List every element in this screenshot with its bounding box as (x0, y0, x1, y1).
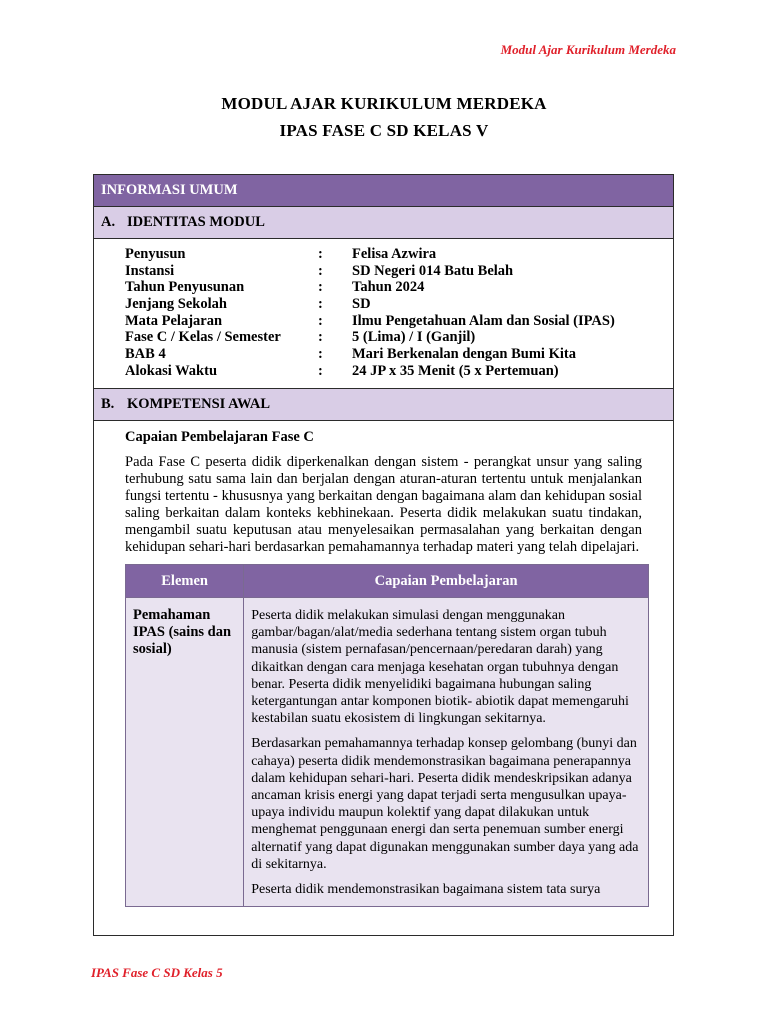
kompetensi-awal-body (94, 421, 673, 907)
capaian-text: Berdasarkan pemahamannya terhadap konsep gelombang (bunyi dan cahaya) peserta didik mendemonstrasikan bagaimana penerapannya dalam kehidupan sehari-hari. Peserta didik mendeskripsikan adanya ancaman krisis energi yang dapat terjadi serta mengusulkan upaya- upaya individu maupun kolektif yang dapat dilakukan untuk menghemat penggunaan energi dan serta penemuan sumber energi alternatif yang dapat digunakan menggunakan sumber daya yang ada di sekitarnya. (251, 736, 639, 872)
identitas-key: Jenjang Sekolah (125, 296, 227, 313)
module-info-box (93, 174, 674, 936)
running-footer: IPAS Fase C SD Kelas 5 (91, 965, 223, 980)
identitas-key: Fase C / Kelas / Semester (125, 329, 281, 346)
identitas-key: Alokasi Waktu (125, 362, 218, 379)
identitas-colon: : (318, 312, 323, 329)
capaian-title: Capaian Pembelajaran Fase C (125, 429, 314, 445)
identitas-key: BAB 4 (125, 346, 166, 363)
identitas-colon: : (318, 296, 323, 313)
identitas-value: SD (352, 296, 371, 313)
identitas-value: 24 JP x 35 Menit (5 x Pertemuan) (352, 362, 559, 379)
identitas-value: Tahun 2024 (352, 279, 425, 296)
informasi-umum-heading: INFORMASI UMUM (94, 175, 673, 207)
section-b-heading (94, 389, 673, 421)
capaian-cell (244, 598, 649, 907)
table-row (126, 598, 649, 907)
capaian-text: Peserta didik mendemonstrasikan bagaimana sistem tata surya (251, 882, 601, 898)
capaian-table (125, 564, 649, 907)
identitas-value: Ilmu Pengetahuan Alam dan Sosial (IPAS) (352, 312, 615, 329)
identitas-key: Instansi (125, 262, 175, 279)
identitas-key: Penyusun (125, 246, 186, 262)
section-a-label: IDENTITAS MODUL (127, 214, 265, 230)
identitas-row (125, 263, 673, 280)
identitas-list (94, 239, 673, 389)
section-a-number: A. (101, 214, 116, 230)
identitas-value: SD Negeri 014 Batu Belah (352, 262, 514, 279)
capaian-text: Peserta didik melakukan simulasi dengan menggunakan gambar/bagan/alat/media sederhana tentang sistem organ tubuh manusia (sistem pernafasan/pencernaan/peredaran darah) yang dikaitkan dengan cara menjaga kesehatan organ tubuhnya dengan benar. Peserta didik menyelidiki bagaimana hubungan saling ketergantungan antar komponen biotik- abiotik dapat memengaruhi kestabilan suatu ekosistem di lingkungan sekitarnya. (251, 608, 629, 727)
identitas-colon: : (318, 362, 323, 379)
identitas-colon: : (318, 262, 323, 279)
elemen-cell: Pemahaman IPAS (sains dan sosial) (126, 598, 244, 907)
section-b-number: B. (101, 396, 115, 412)
identitas-row (125, 246, 673, 263)
identitas-row (125, 279, 673, 296)
identitas-colon: : (318, 329, 323, 346)
document-title: MODUL AJAR KURIKULUM MERDEKA (221, 94, 547, 113)
identitas-value: 5 (Lima) / I (Ganjil) (352, 329, 476, 346)
identitas-row (125, 329, 673, 346)
section-b-label: KOMPETENSI AWAL (127, 396, 271, 412)
capaian-table-header (126, 565, 649, 598)
identitas-value: Mari Berkenalan dengan Bumi Kita (352, 346, 576, 363)
identitas-colon: : (318, 279, 323, 296)
section-a-heading (94, 207, 673, 239)
column-header-elemen: Elemen (126, 565, 244, 598)
identitas-key: Mata Pelajaran (125, 312, 223, 329)
identitas-colon: : (318, 246, 323, 262)
column-header-capaian: Capaian Pembelajaran (244, 565, 649, 598)
identitas-row (125, 363, 673, 380)
capaian-paragraph: Pada Fase C peserta didik diperkenalkan dengan sistem - perangkat unsur yang saling terhubung satu sama lain dan berjalan dengan aturan-aturan tertentu untuk menjalankan fungsi tertentu - khususnya yang berkaitan dengan bagaimana alam dan kehidupan sosial saling berkaitan dalam konteks kebhinekaan. Peserta didik melakukan suatu tindakan, mengambil suatu keputusan atau menyelesaikan permasalahan yang berkaitan dengan kehidupan sehari-hari berdasarkan pemahamannya terhadap materi yang telah dipelajari. (125, 454, 642, 555)
identitas-value: Felisa Azwira (352, 246, 437, 262)
identitas-row (125, 346, 673, 363)
identitas-row (125, 296, 673, 313)
identitas-key: Tahun Penyusunan (125, 279, 245, 296)
running-header: Modul Ajar Kurikulum Merdeka (500, 42, 676, 57)
identitas-row (125, 313, 673, 330)
document-subtitle: IPAS FASE C SD KELAS V (279, 121, 489, 140)
identitas-colon: : (318, 346, 323, 363)
